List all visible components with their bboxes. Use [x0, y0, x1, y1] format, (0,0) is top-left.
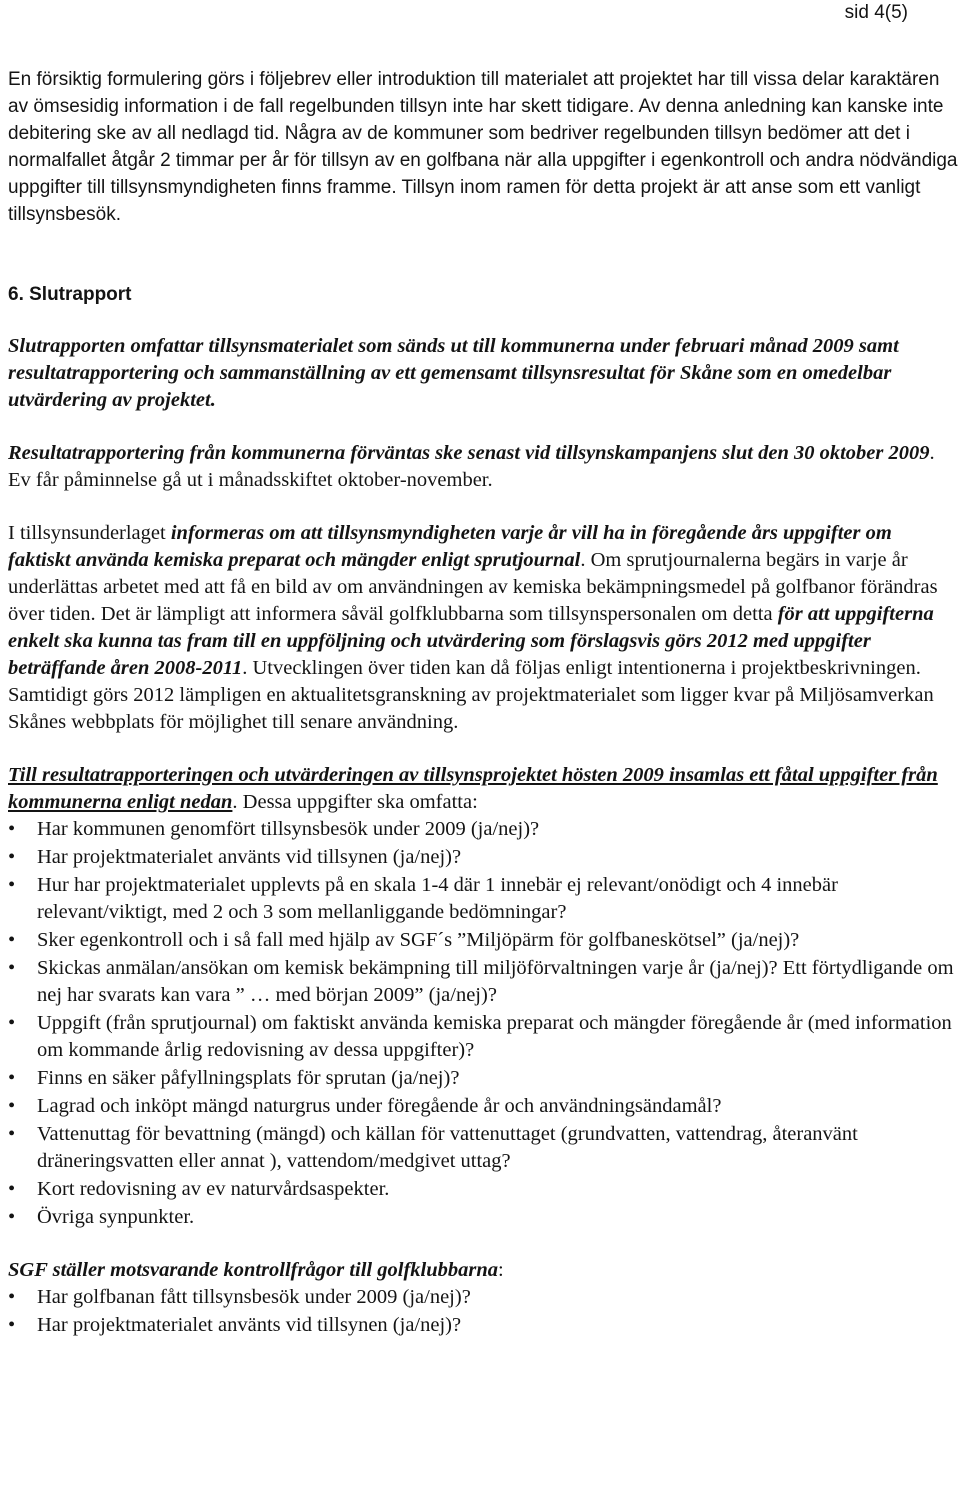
list-item: [8, 955, 958, 1009]
insamlas-paragraph: [8, 762, 958, 816]
underlag-text-1: . Om sprutjournalerna begärs in varje år underlättas arbetet med att få en bild av om användningen av kemiska bekämpningsmedel på golfbanor förändras över tiden. Det är lämpligt att informera såväl golfklubbarna som tillsynspersonalen om detta: [8, 549, 938, 625]
list-item-text: Har projektmaterialet använts vid tillsynen (ja/nej)?: [37, 846, 462, 868]
reporting-note: . Ev får påminnelse gå ut i månadsskiftet oktober-november.: [8, 442, 935, 491]
bullet-icon: •: [8, 1123, 16, 1145]
bullet-icon: •: [8, 1012, 16, 1034]
list-item-text: Har kommunen genomfört tillsynsbesök under 2009 (ja/nej)?: [37, 818, 540, 840]
list-item-text: Har golfbanan fått tillsynsbesök under 2009 (ja/nej)?: [37, 1286, 471, 1308]
list-item: [8, 1284, 958, 1311]
page-number: sid 4(5): [844, 2, 908, 23]
bullet-icon: •: [8, 1095, 16, 1117]
underlag-text-2: . Utvecklingen över tiden kan då följas enligt intentionerna i projektbeskrivningen. Samtidigt görs 2012 lämpligen en aktualitetsgranskning av projektmaterialet som ligger kvar på Miljösamverkan Skånes webbplats för möjlighet till senare användning.: [8, 657, 934, 733]
bullet-icon: •: [8, 874, 16, 896]
list-item-text: Finns en säker påfyllningsplats för sprutan (ja/nej)?: [37, 1067, 460, 1089]
intro-paragraph: En försiktig formulering görs i följebrev eller introduktion till materialet att projektet har till vissa delar karaktären av ömsesidig information i de fall regelbunden tillsyn inte har skett tidigare. Av denna anledning kan kanske inte debitering ske av all nedlagd tid. Några av de kommuner som bedriver regelbunden tillsyn bedömer att det i normalfallet åtgår 2 timmar per år för tillsyn av en golfbana när alla uppgifter i egenkontroll och andra nödvändiga uppgifter till tillsynsmyndigheten finns framme. Tillsyn inom ramen för detta projekt är att anse som ett vanligt tillsynsbesök.: [8, 69, 958, 225]
bullet-icon: •: [8, 1286, 16, 1308]
sgf-colon: :: [498, 1259, 504, 1281]
insamlas-emphasis: Till resultatrapporteringen och utvärderingen av tillsynsprojektet hösten 2009 insamlas ett fåtal uppgifter från kommunerna enligt nedan: [8, 764, 938, 813]
list-item: [8, 1176, 958, 1203]
underlag-intro: I tillsynsunderlaget: [8, 522, 171, 544]
list-item: [8, 927, 958, 954]
list-item-text: Lagrad och inköpt mängd naturgrus under föregående år och användningsändamål?: [37, 1095, 722, 1117]
list-item-text: Kort redovisning av ev naturvårdsaspekter.: [37, 1178, 390, 1200]
list-item-text: Övriga synpunkter.: [37, 1206, 195, 1228]
list-item-text: Uppgift (från sprutjournal) om faktiskt använda kemiska preparat och mängder föregående år (med information om kommande årlig redovisning av dessa uppgifter)?: [37, 1012, 952, 1061]
list-item-text: Hur har projektmaterialet upplevts på en skala 1-4 där 1 innebär ej relevant/onödigt och 4 innebär relevant/viktigt, med 2 och 3 som mellanliggande bedömningar?: [37, 874, 838, 923]
underlag-emphasis-2: för att uppgifterna enkelt ska kunna tas fram till en uppföljning och utvärdering som förslagsvis görs 2012 med uppgifter beträffande åren 2008-2011: [8, 603, 934, 679]
bullet-icon: •: [8, 818, 16, 840]
list-item: [8, 1010, 958, 1064]
list-item-text: Sker egenkontroll och i så fall med hjälp av SGF´s ”Miljöpärm för golfbaneskötsel” (ja/nej)?: [37, 929, 800, 951]
list-item-text: Vattenuttag för bevattning (mängd) och källan för vattenuttaget (grundvatten, vattendrag, återanvänt dräneringsvatten eller annat ), vattendom/medgivet uttag?: [37, 1123, 858, 1172]
summary-paragraph: [8, 333, 958, 414]
list-item-text: Har projektmaterialet använts vid tillsynen (ja/nej)?: [37, 1314, 462, 1336]
list-item: [8, 1065, 958, 1092]
bullet-icon: •: [8, 929, 16, 951]
underlag-paragraph: [8, 520, 958, 736]
reporting-paragraph: [8, 440, 958, 494]
bullet-icon: •: [8, 846, 16, 868]
list-item: [8, 1093, 958, 1120]
bullet-icon: •: [8, 1206, 16, 1228]
sgf-paragraph: [8, 1257, 958, 1284]
bullet-icon: •: [8, 1178, 16, 1200]
list-item: [8, 1204, 958, 1231]
reporting-deadline: Resultatrapportering från kommunerna förväntas ske senast vid tillsynskampanjens slut den 30 oktober 2009: [8, 442, 930, 464]
list-item-text: Skickas anmälan/ansökan om kemisk bekämpning till miljöförvaltningen varje år (ja/nej)? Ett förtydligande om nej har svarats kan vara ” … med början 2009” (ja/nej)?: [37, 957, 954, 1006]
bullet-icon: •: [8, 957, 16, 979]
question-list: [8, 816, 958, 1231]
sgf-emphasis: SGF ställer motsvarande kontrollfrågor till golfklubbarna: [8, 1259, 498, 1281]
list-item: [8, 844, 958, 871]
sgf-question-list: [8, 1284, 958, 1339]
list-item: [8, 816, 958, 843]
list-item: [8, 1121, 958, 1175]
list-item: [8, 872, 958, 926]
document-body: [8, 66, 958, 1340]
list-item: [8, 1312, 958, 1339]
summary-text: Slutrapporten omfattar tillsynsmaterialet som sänds ut till kommunerna under februari månad 2009 samt resultatrapportering och sammanställning av ett gemensamt tillsynsresultat för Skåne som en omedelbar utvärdering av projektet.: [8, 335, 899, 411]
insamlas-text: . Dessa uppgifter ska omfatta:: [232, 791, 478, 813]
underlag-emphasis-1: informeras om att tillsynsmyndigheten varje år vill ha in föregående års uppgifter om faktiskt använda kemiska preparat och mängder enligt sprutjournal: [8, 522, 892, 571]
bullet-icon: •: [8, 1067, 16, 1089]
bullet-icon: •: [8, 1314, 16, 1336]
section-heading: 6. Slutrapport: [8, 284, 132, 305]
